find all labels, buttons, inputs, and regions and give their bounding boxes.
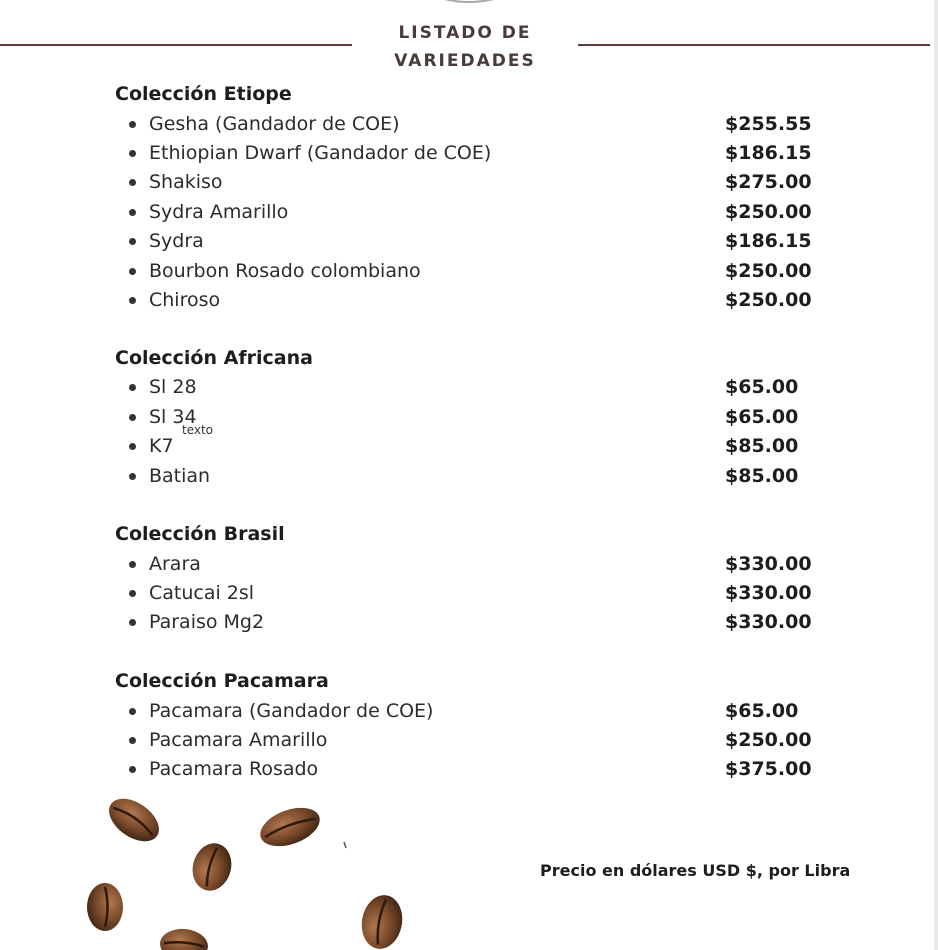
variety-price: $85.00 bbox=[725, 435, 799, 457]
coffee-bean-icon bbox=[255, 800, 325, 853]
coffee-bean-icon bbox=[87, 883, 123, 931]
variety-name: Paraiso Mg2 bbox=[149, 611, 265, 633]
variety-name: Shakiso bbox=[149, 171, 223, 193]
bullet-icon bbox=[129, 209, 136, 216]
variety-price: $85.00 bbox=[725, 465, 799, 487]
variety-name: Sl 34 bbox=[149, 406, 197, 428]
variety-price: $330.00 bbox=[725, 582, 812, 604]
list-item bbox=[0, 580, 938, 609]
coffee-bean-icon bbox=[358, 892, 407, 950]
variety-price: $250.00 bbox=[725, 729, 812, 751]
header-rule-right bbox=[578, 44, 930, 46]
variety-name: Pacamara Rosado bbox=[149, 758, 319, 780]
variety-price: $255.55 bbox=[725, 113, 812, 135]
variety-price: $330.00 bbox=[725, 611, 812, 633]
variety-price: $250.00 bbox=[725, 289, 812, 311]
variety-name: Sydra bbox=[149, 230, 204, 252]
list-item bbox=[0, 111, 938, 140]
bullet-icon bbox=[129, 619, 136, 626]
list-item bbox=[0, 228, 938, 257]
header-rule-left bbox=[0, 44, 352, 46]
variety-name: Sl 28 bbox=[149, 376, 197, 398]
annotation-text: texto bbox=[182, 423, 214, 437]
variety-name: Pacamara Amarillo bbox=[149, 729, 328, 751]
bullet-icon bbox=[129, 121, 136, 128]
coffee-bean-icon bbox=[187, 839, 236, 895]
bullet-icon bbox=[129, 384, 136, 391]
list-item bbox=[0, 169, 938, 198]
section-heading: Colección Brasil bbox=[115, 523, 285, 545]
coffee-beans-decoration bbox=[0, 790, 420, 950]
bullet-icon bbox=[129, 590, 136, 597]
bullet-icon bbox=[129, 414, 136, 421]
variety-name: Sydra Amarillo bbox=[149, 201, 289, 223]
variety-name: Arara bbox=[149, 553, 201, 575]
coffee-bean-icon bbox=[159, 927, 210, 950]
variety-name: Chiroso bbox=[149, 289, 221, 311]
variety-price: $65.00 bbox=[725, 406, 799, 428]
variety-price: $186.15 bbox=[725, 230, 812, 252]
price-footnote: Precio en dólares USD $, por Libra bbox=[540, 861, 851, 880]
bullet-icon bbox=[129, 473, 136, 480]
list-item bbox=[0, 404, 938, 433]
section-heading: Colección Pacamara bbox=[115, 670, 329, 692]
list-item bbox=[0, 609, 938, 638]
bullet-icon bbox=[129, 238, 136, 245]
bullet-icon bbox=[129, 737, 136, 744]
variety-name: Pacamara (Gandador de COE) bbox=[149, 700, 434, 722]
list-item bbox=[0, 140, 938, 169]
variety-name: Gesha (Gandador de COE) bbox=[149, 113, 400, 135]
list-item bbox=[0, 727, 938, 756]
section-heading: Colección Etiope bbox=[115, 83, 292, 105]
variety-name: Ethiopian Dwarf (Gandador de COE) bbox=[149, 142, 492, 164]
variety-price: $250.00 bbox=[725, 260, 812, 282]
page-title-line2: VARIEDADES bbox=[394, 51, 536, 71]
bullet-icon bbox=[129, 297, 136, 304]
variety-name: K7 bbox=[149, 435, 174, 457]
list-item bbox=[0, 433, 938, 462]
bullet-icon bbox=[129, 561, 136, 568]
list-item bbox=[0, 463, 938, 492]
bullet-icon bbox=[129, 179, 136, 186]
section-heading: Colección Africana bbox=[115, 347, 313, 369]
list-item bbox=[0, 199, 938, 228]
bullet-icon bbox=[129, 708, 136, 715]
variety-name: Bourbon Rosado colombiano bbox=[149, 260, 421, 282]
logo-fragment bbox=[424, 0, 514, 6]
variety-price: $65.00 bbox=[725, 376, 799, 398]
bullet-icon bbox=[129, 766, 136, 773]
page-title-line1: LISTADO DE bbox=[398, 23, 532, 43]
list-item bbox=[0, 258, 938, 287]
bullet-icon bbox=[129, 150, 136, 157]
list-item bbox=[0, 374, 938, 403]
variety-price: $375.00 bbox=[725, 758, 812, 780]
variety-price: $250.00 bbox=[725, 201, 812, 223]
bullet-icon bbox=[129, 443, 136, 450]
list-item bbox=[0, 551, 938, 580]
list-item bbox=[0, 287, 938, 316]
list-item bbox=[0, 756, 938, 785]
variety-name: Batian bbox=[149, 465, 211, 487]
list-item bbox=[0, 698, 938, 727]
coffee-bean-icon bbox=[101, 790, 166, 850]
variety-price: $330.00 bbox=[725, 553, 812, 575]
variety-name: Catucai 2sl bbox=[149, 582, 255, 604]
variety-price: $65.00 bbox=[725, 700, 799, 722]
variety-price: $186.15 bbox=[725, 142, 812, 164]
bullet-icon bbox=[129, 268, 136, 275]
variety-price: $275.00 bbox=[725, 171, 812, 193]
